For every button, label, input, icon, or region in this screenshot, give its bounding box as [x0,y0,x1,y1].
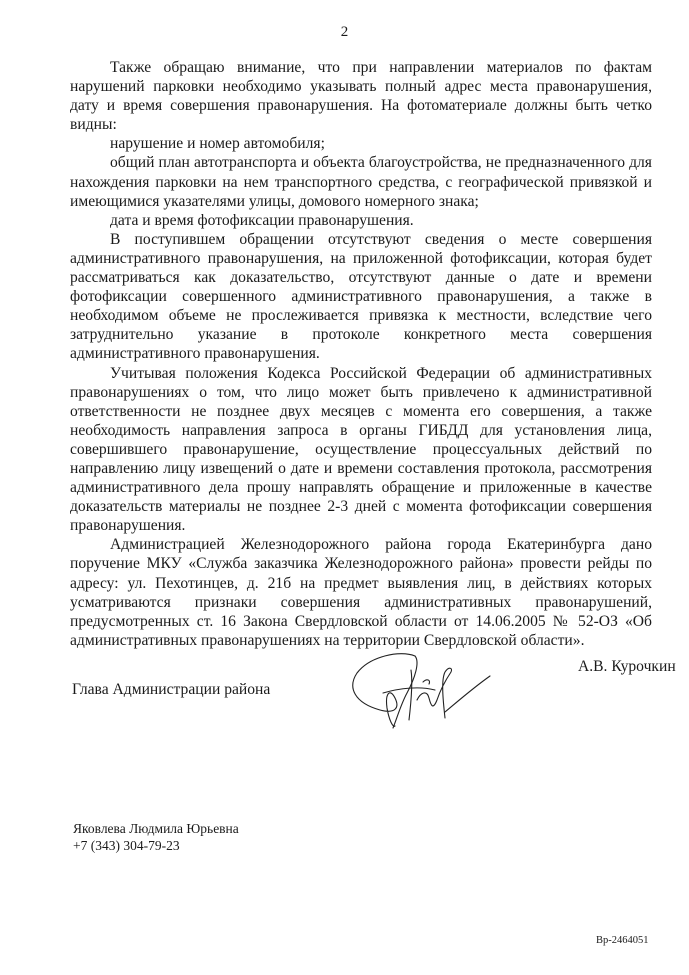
signer-name: А.В. Курочкин [578,658,676,675]
paragraph-notice: Также обращаю внимание, что при направлении материалов по фактам нарушений парковки необходимо указывать полный адрес места правонарушения, дату и время совершения правонарушения. На фотоматериале должны быть четко видны: [70,59,652,134]
list-item: нарушение и номер автомобиля; [110,135,325,153]
executor-name: Яковлева Людмила Юрьевна [73,821,239,836]
page-number: 2 [340,24,349,40]
executor-phone: +7 (343) 304-79-23 [73,838,180,853]
handwritten-signature-icon [345,648,495,733]
list-item: дата и время фотофиксации правонарушения. [110,211,414,229]
letter-body [70,58,652,650]
paragraph-missing-info: В поступившем обращении отсутствуют сведения о месте совершения административного правонарушения, на приложенной фотофиксации, которая будет рассматриваться как доказательство, отсутствуют данные о дате и времени фотофиксации совершенного административного правонарушения, а также в необходимом объеме не прослеживается привязка к местности, вследствие чего затруднительно указание в протоколе конкретного места совершения административного правонарушения. [70,230,652,363]
paragraph-legal-basis: Учитывая положения Кодекса Российской Федерации об административных правонарушениях о том, что лицо может быть привлечено к административной ответственности не позднее двух месяцев с момента его совершения, а также необходимость направления запроса в органы ГИБДД для установления лица, совершившего правонарушение, осуществление процессуальных действий по направлению лицу извещений о дате и времени составления протокола, рассмотрения административного дела прошу направлять обращение и приложенные в качестве доказательств материалы не позднее 2-3 дней с момента фотофиксации совершения правонарушения. [70,364,652,535]
signer-title: Глава Администрации района [72,681,271,698]
executor-block [73,820,239,854]
list-item: общий план автотранспорта и объекта благоустройства, не предназначенного для нахождения парковки на нем транспортного средства, с географической привязкой и имеющимися указателями улицы, домового номерного знака; [70,154,652,210]
document-id: Вр-2464051 [596,935,649,946]
paragraph-instruction: Администрацией Железнодорожного района города Екатеринбурга дано поручение МКУ «Служба заказчика Железнодорожного района» провести рейды по адресу: ул. Пехотинцев, д. 21б на предмет выявления лиц, в действиях которых усматриваются признаки совершения административных правонарушений, предусмотренных ст. 16 Закона Свердловской области от 14.06.2005 № 52-ОЗ «Об административных правонарушениях на территории Свердловской области». [70,536,652,649]
